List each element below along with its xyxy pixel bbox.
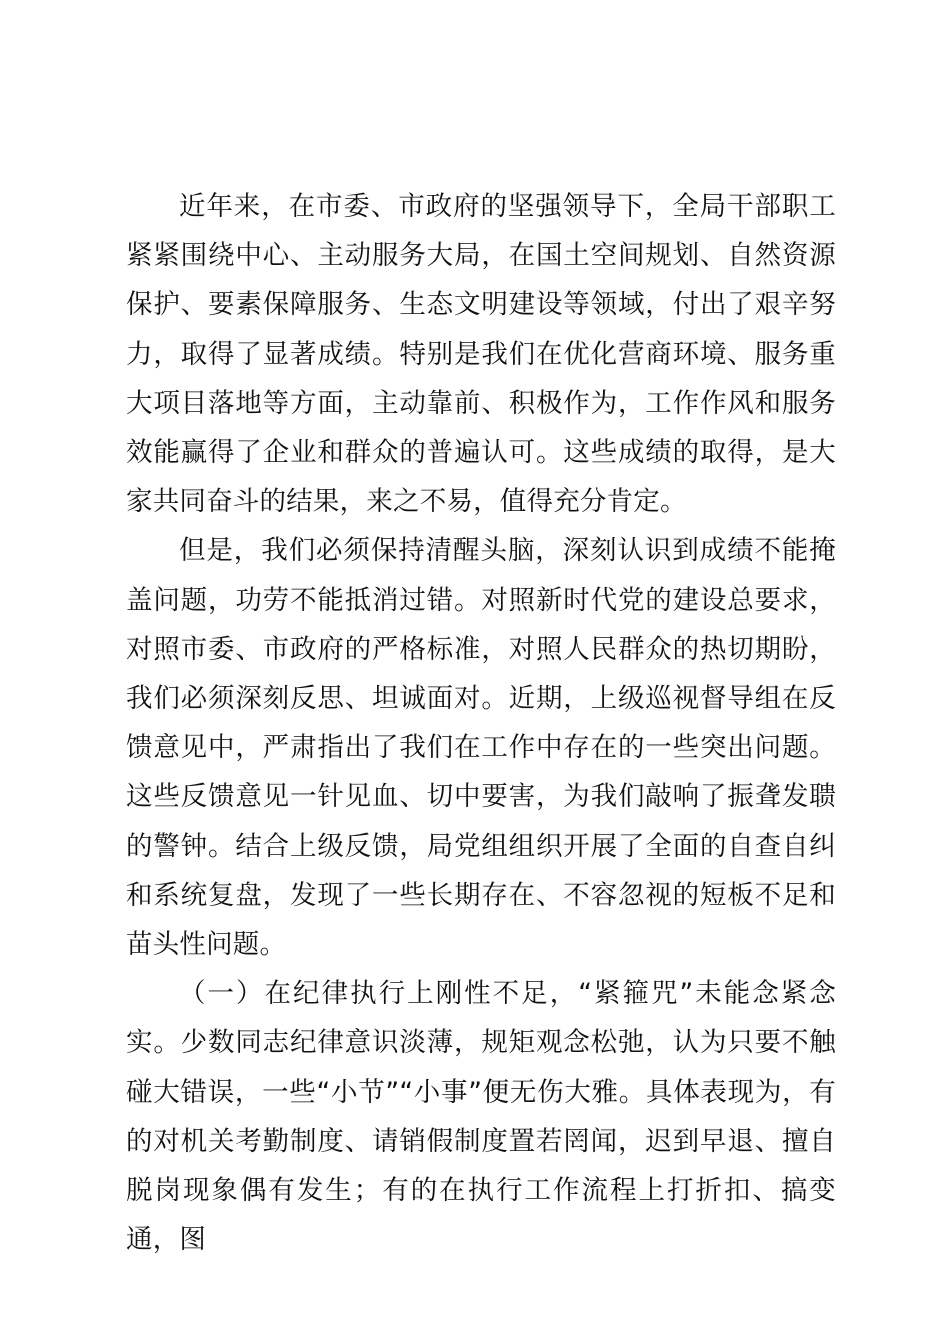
paragraph-discipline-issues: （一）在纪律执行上刚性不足，“紧箍咒”未能念紧念实。少数同志纪律意识淡薄，规矩观念松弛，认为只要不触碰大错误，一些“小节”“小事”便无伤大雅。具体表现为，有的对机关考勤制度、请销假制度置若罔闻，迟到早退、擅自脱岗现象偶有发生；有的在执行工作流程上打折扣、搞变通，图: [126, 978, 836, 1256]
paragraph-problems-overview: 但是，我们必须保持清醒头脑，深刻认识到成绩不能掩盖问题，功劳不能抵消过错。对照新时代党的建设总要求，对照市委、市政府的严格标准，对照人民群众的热切期盼，我们必须深刻反思、坦诚面对。近期，上级巡视督导组在反馈意见中，严肃指出了我们在工作中存在的一些突出问题。这些反馈意见一针见血、切中要害，为我们敲响了振聋发聩的警钟。结合上级反馈，局党组组织开展了全面的自查自纠和系统复盘，发现了一些长期存在、不容忽视的短板不足和苗头性问题。: [126, 535, 836, 961]
document-body: [126, 182, 836, 1264]
paragraph-achievements: 近年来，在市委、市政府的坚强领导下，全局干部职工紧紧围绕中心、主动服务大局，在国土空间规划、自然资源保护、要素保障服务、生态文明建设等领域，付出了艰辛努力，取得了显著成绩。特别是我们在优化营商环境、服务重大项目落地等方面，主动靠前、积极作为，工作作风和服务效能赢得了企业和群众的普遍认可。这些成绩的取得，是大家共同奋斗的结果，来之不易，值得充分肯定。: [126, 191, 836, 518]
